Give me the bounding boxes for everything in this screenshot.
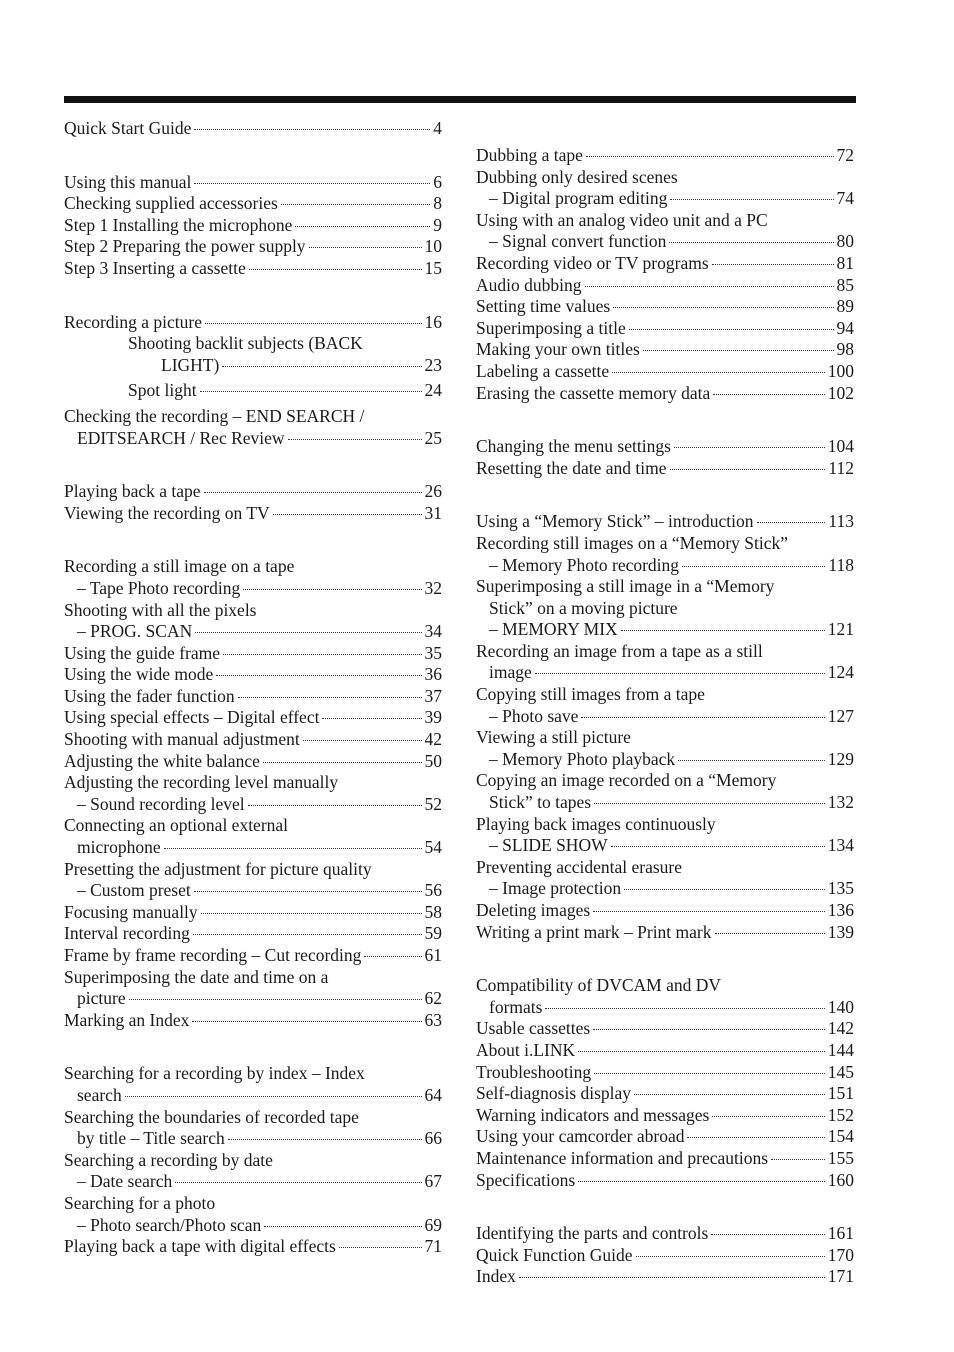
dot-leader (713, 394, 825, 395)
dot-leader (164, 848, 422, 849)
toc-entry-title: Changing the menu settings (476, 436, 671, 457)
toc-page-number: 61 (424, 945, 442, 965)
dot-leader (594, 803, 825, 804)
toc-entry[interactable] (64, 258, 442, 280)
dot-leader (263, 762, 422, 763)
dot-leader (678, 760, 825, 761)
toc-page-number: 118 (828, 554, 854, 575)
toc-entry-title: Quick Start Guide (64, 118, 192, 138)
toc-entry-title: – Signal convert function (489, 231, 667, 252)
dot-leader (195, 632, 421, 633)
dot-leader (200, 391, 422, 392)
toc-entry[interactable] (64, 686, 442, 708)
toc-entry-title: Viewing the recording on TV (64, 502, 270, 523)
toc-entry[interactable] (476, 167, 854, 210)
toc-entry-title: – PROG. SCAN (77, 621, 193, 642)
toc-entry-title: Marking an Index (64, 1009, 190, 1030)
dot-leader (629, 329, 834, 330)
toc-entry-title: Stick” to tapes (489, 792, 592, 813)
toc-entry-title: microphone (77, 837, 161, 858)
toc-entry-title: Checking supplied accessories (64, 193, 278, 214)
toc-page-number: 171 (827, 1266, 854, 1287)
toc-page-number: 56 (424, 880, 442, 901)
toc-entry[interactable] (64, 215, 442, 237)
toc-entry-title: Using the wide mode (64, 664, 214, 685)
toc-entry-title: Spot light (128, 380, 197, 401)
toc-entry[interactable] (64, 1063, 442, 1106)
toc-entry-title: Step 1 Installing the microphone (64, 214, 293, 235)
dot-leader (613, 307, 833, 308)
toc-page-number: 170 (827, 1244, 854, 1265)
toc-page-number: 132 (827, 792, 854, 813)
toc-page-number: 121 (827, 619, 854, 640)
toc-page-number: 154 (827, 1126, 854, 1147)
toc-entry[interactable] (64, 707, 442, 729)
toc-page-number: 85 (836, 274, 854, 295)
dot-leader (201, 913, 422, 914)
toc-page-number: 54 (424, 837, 442, 858)
toc-page-number: 39 (424, 707, 442, 728)
toc-page-number: 124 (827, 662, 854, 683)
toc-page-number: 160 (827, 1169, 854, 1190)
toc-entry[interactable] (64, 664, 442, 686)
toc-entry[interactable] (64, 118, 442, 140)
dot-leader (192, 1021, 421, 1022)
toc-entry-title: Warning indicators and messages (476, 1104, 710, 1125)
toc-entry[interactable] (64, 333, 442, 376)
toc-page-number: 69 (424, 1214, 442, 1235)
dot-leader (303, 740, 422, 741)
toc-entry-title: Shooting with all the pixels (64, 599, 257, 620)
toc-entry[interactable] (64, 193, 442, 215)
toc-entry-title: – SLIDE SHOW (489, 835, 608, 856)
toc-entry-title: – Sound recording level (77, 793, 245, 814)
toc-entry-title: Viewing a still picture (476, 727, 631, 748)
toc-entry-title: Adjusting the recording level manually (64, 772, 339, 793)
toc-entry[interactable] (476, 1083, 854, 1105)
dot-leader (674, 447, 825, 448)
toc-entry-title: Shooting backlit subjects (BACK (128, 333, 363, 354)
toc-entry-title: Step 2 Preparing the power supply (64, 236, 306, 257)
dot-leader (194, 129, 430, 130)
toc-page-number: 144 (827, 1039, 854, 1060)
toc-page-number: 10 (424, 236, 442, 257)
toc-entry[interactable] (476, 253, 854, 275)
toc-entry-title: Checking the recording – END SEARCH / (64, 405, 365, 426)
dot-leader (248, 805, 422, 806)
toc-page-number: 23 (424, 354, 442, 375)
toc-entry-title: Recording video or TV programs (476, 252, 709, 273)
toc-page-number: 112 (828, 457, 854, 478)
toc-entry[interactable] (64, 772, 442, 815)
toc-entry-title: Quick Function Guide (476, 1244, 633, 1265)
toc-entry-title: Preventing accidental erasure (476, 856, 683, 877)
dot-leader (238, 697, 422, 698)
dot-leader (624, 889, 825, 890)
toc-page-number: 64 (424, 1084, 442, 1105)
header-rule (64, 96, 856, 103)
dot-leader (687, 1137, 824, 1138)
toc-entry[interactable] (64, 236, 442, 258)
toc-entry-title: Superimposing the date and time on a (64, 966, 329, 987)
toc-page-number: 140 (827, 996, 854, 1017)
toc-entry[interactable] (476, 922, 854, 944)
toc-page-number: 74 (836, 188, 854, 209)
dot-leader (634, 1094, 825, 1095)
toc-page-number: 72 (836, 145, 854, 165)
toc-page-number: 104 (827, 436, 854, 457)
dot-leader (612, 372, 825, 373)
toc-page-number: 50 (424, 750, 442, 771)
toc-entry[interactable] (64, 815, 442, 858)
dot-leader (222, 366, 421, 367)
toc-entry-title: Self-diagnosis display (476, 1083, 632, 1104)
toc-entry[interactable] (476, 1040, 854, 1062)
toc-entry-title: Dubbing a tape (476, 145, 583, 165)
toc-entry-title: – Memory Photo recording (489, 554, 680, 575)
toc-entry[interactable] (64, 1010, 442, 1032)
toc-entry-title: Copying still images from a tape (476, 684, 705, 705)
toc-entry-title: Using a “Memory Stick” – introduction (476, 511, 754, 532)
dot-leader (223, 654, 422, 655)
toc-page-number: 135 (827, 878, 854, 899)
toc-page-number: 151 (827, 1083, 854, 1104)
toc-entry-title: Using this manual (64, 171, 192, 192)
toc-entry[interactable] (476, 339, 854, 361)
dot-leader (228, 1139, 422, 1140)
toc-entry[interactable] (476, 900, 854, 922)
toc-entry[interactable] (64, 967, 442, 1010)
toc-entry[interactable] (64, 172, 442, 194)
toc-entry-title: search (77, 1084, 122, 1105)
toc-page-number: 139 (827, 921, 854, 942)
toc-entry[interactable] (476, 770, 854, 813)
toc-entry[interactable] (64, 406, 442, 449)
toc-entry-title: Shooting with manual adjustment (64, 729, 300, 750)
dot-leader (682, 566, 825, 567)
toc-entry-title: by title – Title search (77, 1128, 225, 1149)
toc-entry[interactable] (64, 556, 442, 599)
toc-entry-title: Erasing the cassette memory data (476, 382, 711, 403)
toc-entry[interactable] (476, 814, 854, 857)
dot-leader (281, 204, 430, 205)
toc-entry-title: Presetting the adjustment for picture quality (64, 858, 372, 879)
toc-page-number: 25 (424, 427, 442, 448)
dot-leader (670, 469, 826, 470)
toc-entry[interactable] (476, 275, 854, 297)
toc-entry[interactable] (64, 1150, 442, 1193)
dot-leader (288, 439, 422, 440)
toc-entry-title: Recording still images on a “Memory Stick” (476, 532, 789, 553)
toc-page-number: 6 (433, 171, 442, 192)
dot-leader (249, 269, 422, 270)
toc-entry-title: EDITSEARCH / Rec Review (77, 427, 285, 448)
dot-leader (125, 1096, 422, 1097)
dot-leader (535, 673, 825, 674)
toc-entry-title: Making your own titles (476, 339, 640, 360)
toc-entry-title: – Date search (77, 1171, 173, 1192)
toc-entry-title: – Photo search/Photo scan (77, 1214, 262, 1235)
toc-entry-title: Searching a recording by date (64, 1149, 273, 1170)
dot-leader (204, 492, 422, 493)
toc-entry-title: Maintenance information and precautions (476, 1147, 769, 1168)
dot-leader (712, 264, 834, 265)
dot-leader (216, 675, 421, 676)
toc-page-number: 81 (836, 252, 854, 273)
toc-page-number: 36 (424, 664, 442, 685)
toc-entry[interactable] (476, 1062, 854, 1084)
toc-page-number: 155 (827, 1147, 854, 1168)
toc-page-number: 145 (827, 1061, 854, 1082)
toc-entry-title: Focusing manually (64, 901, 198, 922)
toc-page-number: 66 (424, 1128, 442, 1149)
toc-page-number: 16 (424, 311, 442, 332)
toc-entry[interactable] (64, 1236, 442, 1258)
toc-entry[interactable] (476, 210, 854, 253)
toc-entry[interactable] (476, 857, 854, 900)
toc-page-number: 42 (424, 729, 442, 750)
toc-entry-title: Deleting images (476, 900, 591, 920)
dot-leader (243, 589, 421, 590)
dot-leader (295, 226, 430, 227)
dot-leader (711, 1234, 824, 1235)
toc-entry[interactable] (64, 751, 442, 773)
toc-entry[interactable] (64, 859, 442, 902)
dot-leader (715, 933, 825, 934)
dot-leader (129, 999, 422, 1000)
toc-entry-title: About i.LINK (476, 1039, 576, 1060)
toc-page-number: 24 (424, 380, 442, 401)
dot-leader (193, 934, 422, 935)
dot-leader (578, 1181, 825, 1182)
toc-entry-title: Setting time values (476, 296, 611, 317)
toc-entry-title: Troubleshooting (476, 1061, 592, 1082)
dot-leader (757, 522, 826, 523)
dot-leader (578, 1051, 825, 1052)
toc-entry-title: Recording a picture (64, 311, 203, 332)
toc-entry[interactable] (64, 481, 442, 503)
toc-entry-title: Superimposing a title (476, 317, 626, 338)
toc-entry[interactable] (476, 1170, 854, 1192)
toc-entry-title: Superimposing a still image in a “Memory (476, 576, 775, 597)
toc-entry-title: – Digital program editing (489, 188, 668, 209)
toc-entry[interactable] (476, 975, 854, 1018)
toc-entry-title: Searching the boundaries of recorded tape (64, 1106, 359, 1127)
dot-leader (669, 242, 833, 243)
toc-page-number: 67 (424, 1171, 442, 1192)
toc-entry[interactable] (476, 576, 854, 641)
toc-page-number: 129 (827, 748, 854, 769)
toc-entry-title: Playing back a tape (64, 481, 201, 502)
dot-leader (519, 1277, 825, 1278)
toc-page-number: 58 (424, 901, 442, 922)
toc-page-number: 161 (827, 1223, 854, 1244)
dot-leader (586, 156, 834, 157)
toc-entry[interactable] (476, 533, 854, 576)
toc-entry-title: formats (489, 996, 543, 1017)
toc-entry-title: Using with an analog video unit and a PC (476, 209, 768, 230)
toc-entry-title: – Memory Photo playback (489, 748, 676, 769)
toc-entry-title: Labeling a cassette (476, 360, 610, 381)
toc-entry-title: Step 3 Inserting a cassette (64, 257, 246, 278)
dot-leader (364, 956, 421, 957)
dot-leader (593, 1029, 825, 1030)
dot-leader (175, 1182, 421, 1183)
dot-leader (593, 911, 825, 912)
toc-entry[interactable] (476, 383, 854, 405)
toc-entry[interactable] (476, 1223, 854, 1245)
toc-entry-title: Playing back images continuously (476, 813, 716, 834)
dot-leader (309, 247, 422, 248)
toc-entry[interactable] (64, 380, 442, 402)
dot-leader (636, 1256, 825, 1257)
toc-entry-title: Playing back a tape with digital effects (64, 1236, 336, 1257)
toc-page-number: 32 (424, 577, 442, 598)
toc-page-number: 63 (424, 1009, 442, 1030)
dot-leader (670, 199, 833, 200)
toc-page-number: 136 (827, 900, 854, 920)
toc-page-number: 152 (827, 1104, 854, 1125)
toc-entry-title: image (489, 662, 532, 683)
toc-entry-title: Using special effects – Digital effect (64, 707, 320, 728)
toc-entry[interactable] (476, 361, 854, 383)
toc-entry[interactable] (64, 729, 442, 751)
toc-entry[interactable] (64, 503, 442, 525)
dot-leader (339, 1247, 422, 1248)
toc-entry[interactable] (64, 902, 442, 924)
dot-leader (621, 630, 825, 631)
toc-page-number: 34 (424, 621, 442, 642)
toc-entry[interactable] (476, 318, 854, 340)
toc-page-number: 102 (827, 382, 854, 403)
toc-entry[interactable] (476, 1245, 854, 1267)
toc-page-number: 26 (424, 481, 442, 502)
dot-leader (585, 286, 834, 287)
toc-entry-title: – Tape Photo recording (77, 577, 241, 598)
toc-entry-title: Searching for a photo (64, 1192, 216, 1213)
toc-entry-title: Recording an image from a tape as a still (476, 640, 763, 661)
toc-entry-title: Recording a still image on a tape (64, 556, 295, 577)
toc-entry-title: Compatibility of DVCAM and DV (476, 975, 721, 996)
toc-entry-title: Stick” on a moving picture (489, 597, 678, 618)
toc-entry-title: – Custom preset (77, 880, 191, 901)
toc-page-number: 89 (836, 296, 854, 317)
toc-right-column (476, 145, 854, 1288)
toc-entry[interactable] (64, 643, 442, 665)
toc-page-number: 35 (424, 642, 442, 663)
toc-page-number: 4 (433, 118, 442, 138)
toc-entry[interactable] (476, 436, 854, 458)
dot-leader (264, 1226, 421, 1227)
toc-entry[interactable] (64, 923, 442, 945)
toc-page-number: 9 (433, 214, 442, 235)
toc-entry[interactable] (476, 296, 854, 318)
toc-page-number: 15 (424, 257, 442, 278)
toc-entry-title: Using the fader function (64, 685, 235, 706)
toc-entry-title: Adjusting the white balance (64, 750, 260, 771)
toc-entry[interactable] (476, 684, 854, 727)
dot-leader (643, 350, 834, 351)
toc-page-number: 113 (828, 511, 854, 532)
dot-leader (194, 891, 422, 892)
dot-leader (712, 1116, 824, 1117)
toc-entry[interactable] (476, 511, 854, 533)
toc-page-number: 71 (424, 1236, 442, 1257)
toc-entry[interactable] (476, 1266, 854, 1288)
toc-entry[interactable] (476, 1148, 854, 1170)
toc-page-number: 8 (433, 193, 442, 214)
toc-entry-title: Copying an image recorded on a “Memory (476, 770, 777, 791)
toc-entry[interactable] (476, 641, 854, 684)
toc-page-number: 62 (424, 988, 442, 1009)
toc-entry[interactable] (64, 1193, 442, 1236)
toc-entry-title: Resetting the date and time (476, 457, 667, 478)
toc-page-number: 94 (836, 317, 854, 338)
toc-left-column (64, 118, 442, 1258)
toc-entry-title: – Photo save (489, 705, 579, 726)
toc-entry-title: Writing a print mark – Print mark (476, 921, 712, 942)
toc-entry-title: Dubbing only desired scenes (476, 166, 678, 187)
dot-leader (581, 717, 824, 718)
dot-leader (273, 514, 422, 515)
toc-entry-title: Using the guide frame (64, 642, 220, 663)
toc-page-number: 127 (827, 705, 854, 726)
toc-entry-title: picture (77, 988, 126, 1009)
toc-page-number: 52 (424, 793, 442, 814)
toc-entry[interactable] (476, 727, 854, 770)
toc-entry-title: LIGHT) (161, 354, 220, 375)
toc-entry[interactable] (64, 312, 442, 334)
toc-entry[interactable] (64, 600, 442, 643)
toc-entry[interactable] (476, 1105, 854, 1127)
toc-entry-title: Usable cassettes (476, 1018, 591, 1039)
toc-entry[interactable] (476, 458, 854, 480)
dot-leader (611, 846, 825, 847)
toc-entry-title: Audio dubbing (476, 274, 582, 295)
toc-entry-title: Index (476, 1266, 516, 1287)
toc-page-number: 142 (827, 1018, 854, 1039)
toc-page-number: 80 (836, 231, 854, 252)
toc-page-number: 59 (424, 923, 442, 944)
toc-entry-title: Using your camcorder abroad (476, 1126, 685, 1147)
toc-page-number: 98 (836, 339, 854, 360)
toc-page-number: 31 (424, 502, 442, 523)
toc-page-number: 134 (827, 835, 854, 856)
toc-entry-title: Searching for a recording by index – Index (64, 1063, 365, 1084)
dot-leader (205, 323, 421, 324)
dot-leader (545, 1008, 824, 1009)
toc-entry-title: Frame by frame recording – Cut recording (64, 945, 362, 965)
toc-entry-title: – MEMORY MIX (489, 619, 618, 640)
toc-entry[interactable] (476, 1018, 854, 1040)
toc-entry-title: Interval recording (64, 923, 190, 944)
toc-entry[interactable] (64, 1107, 442, 1150)
dot-leader (771, 1159, 825, 1160)
toc-entry[interactable] (476, 145, 854, 167)
dot-leader (594, 1073, 825, 1074)
toc-entry-title: Connecting an optional external (64, 815, 289, 836)
toc-page-number: 100 (827, 360, 854, 381)
toc-entry-title: Specifications (476, 1169, 576, 1190)
toc-page-number: 37 (424, 685, 442, 706)
toc-entry-title: Identifying the parts and controls (476, 1223, 709, 1244)
toc-entry[interactable] (476, 1126, 854, 1148)
dot-leader (194, 183, 430, 184)
dot-leader (322, 718, 421, 719)
toc-entry-title: – Image protection (489, 878, 622, 899)
toc-entry[interactable] (64, 945, 442, 967)
